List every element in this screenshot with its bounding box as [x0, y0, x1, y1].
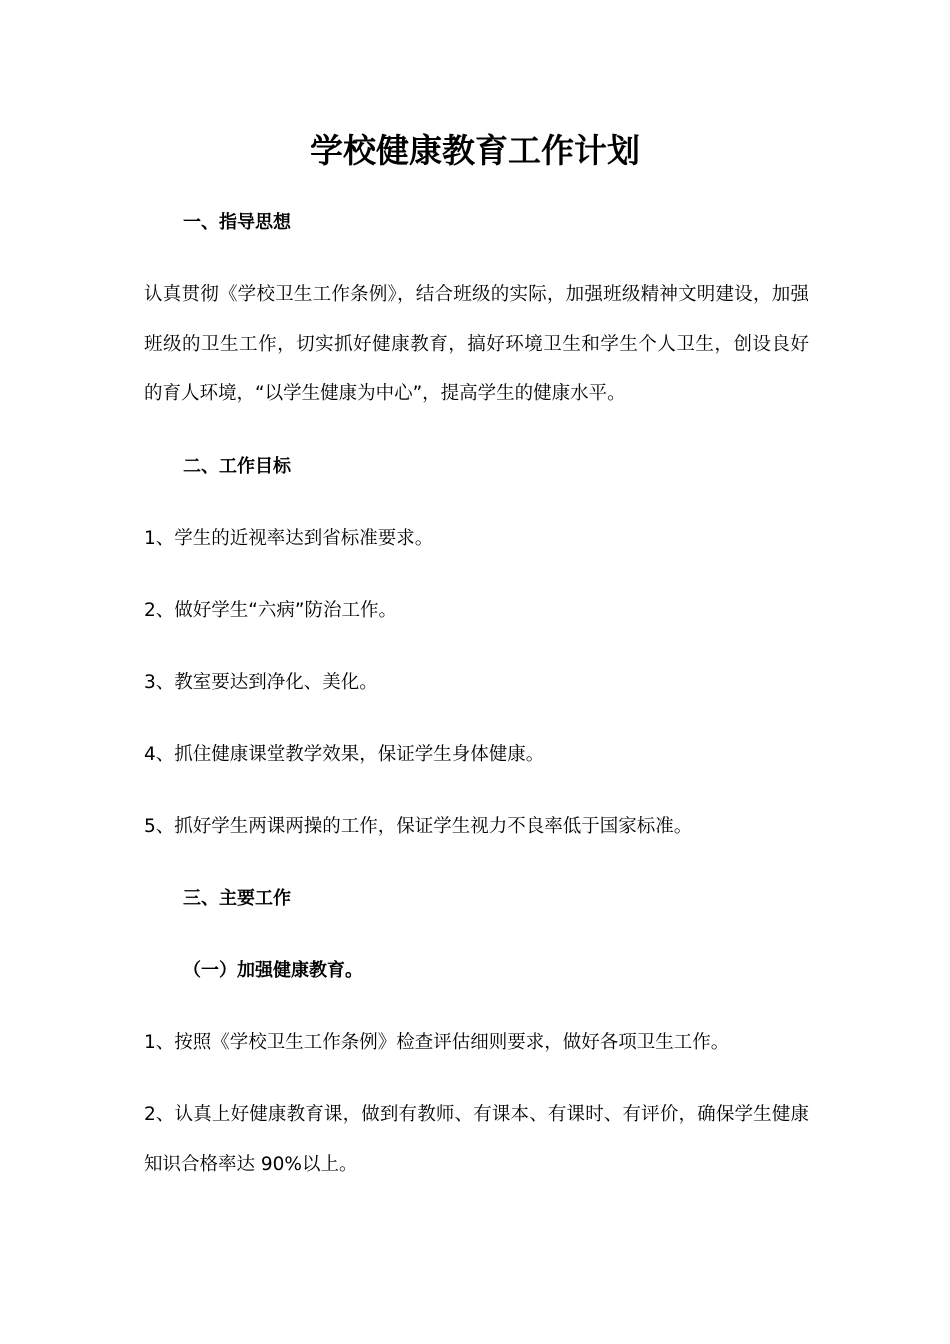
section-heading-main-work: 三、主要工作 [183, 888, 291, 909]
section-heading-work-goals: 二、工作目标 [183, 456, 291, 477]
goal-item-1: 1、学生的近视率达到省标准要求。 [144, 528, 434, 549]
goal-item-2: 2、做好学生“六病”防治工作。 [144, 600, 397, 621]
work-item-1: 1、按照《学校卫生工作条例》检查评估细则要求，做好各项卫生工作。 [144, 1032, 730, 1053]
goal-item-4: 4、抓住健康课堂教学效果，保证学生身体健康。 [144, 744, 545, 765]
goal-item-3: 3、教室要达到净化、美化。 [144, 672, 378, 693]
document-title: 学校健康教育工作计划 [310, 131, 640, 170]
goal-item-5: 5、抓好学生两课两操的工作，保证学生视力不良率低于国家标准。 [144, 816, 693, 837]
section-paragraph-guiding-ideology: 认真贯彻《学校卫生工作条例》，结合班级的实际，加强班级精神文明建设，加强班级的卫生工作，切实抓好健康教育，搞好环境卫生和学生个人卫生，创设良好的育人环境，“以学生健康为中心”，提高学生的健康水平。 [144, 284, 809, 404]
work-item-2: 2、认真上好健康教育课，做到有教师、有课本、有课时、有评价，确保学生健康知识合格率达 90%以上。 [144, 1104, 809, 1175]
subsection-heading-health-education: （一）加强健康教育。 [183, 960, 363, 981]
section-heading-guiding-ideology: 一、指导思想 [183, 212, 291, 233]
